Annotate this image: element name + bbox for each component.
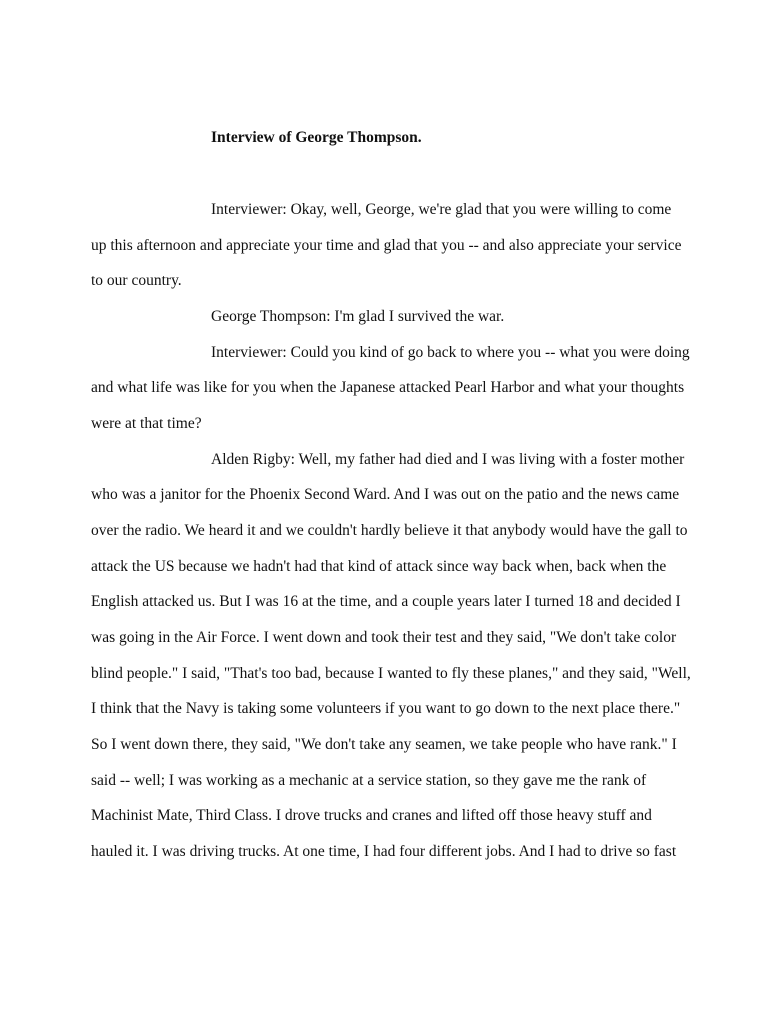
text-line: Machinist Mate, Third Class. I drove trucks and cranes and lifted off those heavy stuff and [91,807,652,824]
text-line: to our country. [91,272,182,289]
text-line: Alden Rigby: Well, my father had died and I was living with a foster mother [211,451,685,468]
text-line: up this afternoon and appreciate your time and glad that you -- and also appreciate your service [91,237,682,254]
text-line: So I went down there, they said, "We don't take any seamen, we take people who have rank." I [91,736,677,753]
text-line: over the radio. We heard it and we couldn't hardly believe it that anybody would have the gall to [91,522,688,539]
text-line: George Thompson: I'm glad I survived the war. [211,308,505,325]
text-line: were at that time? [91,415,202,432]
text-line: said -- well; I was working as a mechanic at a service station, so they gave me the rank of [91,772,647,789]
text-line: English attacked us. But I was 16 at the time, and a couple years later I turned 18 and decided I [91,593,681,610]
document-title: Interview of George Thompson. [211,129,422,146]
text-line: hauled it. I was driving trucks. At one time, I had four different jobs. And I had to drive so fast [91,843,677,860]
text-line: attack the US because we hadn't had that kind of attack since way back when, back when the [91,558,667,575]
text-line: Interviewer: Okay, well, George, we're glad that you were willing to come [211,201,672,218]
text-line: and what life was like for you when the Japanese attacked Pearl Harbor and what your thoughts [91,379,685,396]
text-line: blind people." I said, "That's too bad, because I wanted to fly these planes," and they said, "Well, [91,665,691,682]
text-line: was going in the Air Force. I went down and took their test and they said, "We don't take color [91,629,677,646]
text-line: who was a janitor for the Phoenix Second Ward. And I was out on the patio and the news came [91,486,680,503]
text-line: Interviewer: Could you kind of go back to where you -- what you were doing [211,344,690,361]
text-line: I think that the Navy is taking some volunteers if you want to go down to the next place there." [91,700,681,717]
